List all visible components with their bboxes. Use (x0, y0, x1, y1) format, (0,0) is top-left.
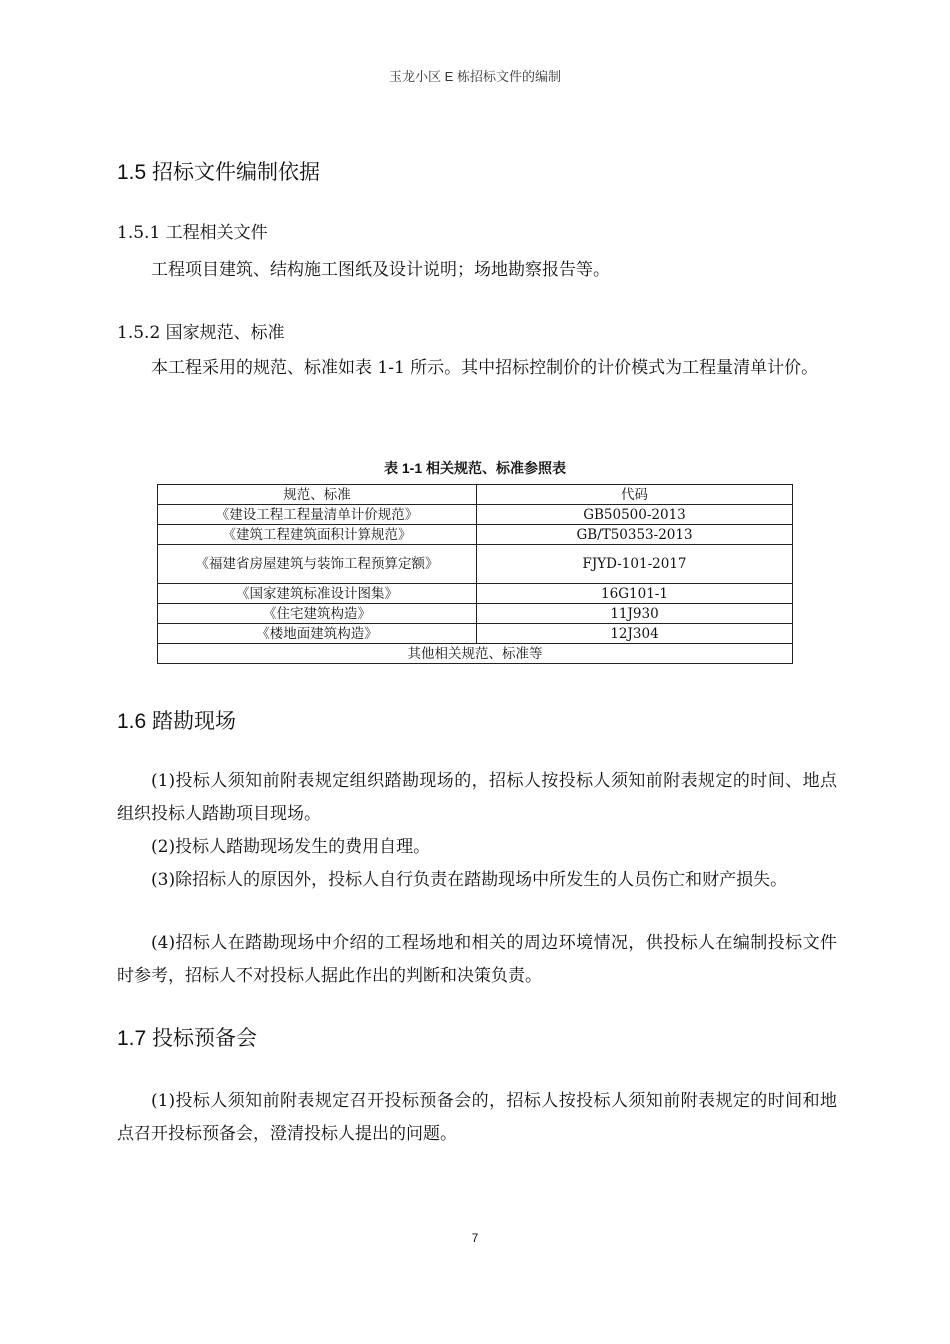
section-1-5-1-heading: 1.5.1 工程相关文件 (117, 223, 268, 243)
table-row (158, 584, 793, 604)
section-1-6-paragraph-3: (3)除招标人的原因外，投标人自行负责在踏勘现场中所发生的人员伤亡和财产损失。 (151, 870, 788, 890)
standards-table (157, 484, 793, 664)
table-cell-standard: 《建筑工程建筑面积计算规范》 (158, 525, 477, 545)
section-1-5-1-text: 工程项目建筑、结构施工图纸及设计说明；场地勘察报告等。 (151, 260, 610, 280)
running-header: 玉龙小区 E 栋招标文件的编制 (389, 69, 561, 84)
table-row (158, 525, 793, 545)
table-header-cell: 代码 (477, 485, 793, 505)
table-cell-standard: 《住宅建筑构造》 (158, 604, 477, 624)
table-cell-code: GB50500-2013 (477, 505, 793, 525)
table-footer-row (158, 644, 793, 664)
table-cell-standard: 《建设工程工程量清单计价规范》 (158, 505, 477, 525)
table-cell-standard: 《福建省房屋建筑与装饰工程预算定额》 (158, 545, 477, 584)
page-number: 7 (471, 1231, 479, 1245)
section-1-6-paragraph-2: (2)投标人踏勘现场发生的费用自理。 (151, 837, 431, 857)
table-cell-code: 12J304 (477, 624, 793, 644)
section-1-7-heading: 1.7 投标预备会 (117, 1027, 258, 1050)
table-cell-code: 11J930 (477, 604, 793, 624)
table-cell-code: FJYD-101-2017 (477, 545, 793, 584)
table-cell-standard: 《国家建筑标准设计图集》 (158, 584, 477, 604)
table-header-row (158, 485, 793, 505)
table-caption: 表 1-1 相关规范、标准参照表 (383, 460, 566, 476)
section-1-5-heading: 1.5 招标文件编制依据 (117, 161, 321, 184)
section-1-5-2-heading: 1.5.2 国家规范、标准 (117, 323, 285, 343)
table-cell-standard: 《楼地面建筑构造》 (158, 624, 477, 644)
table-cell-code: 16G101-1 (477, 584, 793, 604)
section-1-6-heading: 1.6 踏勘现场 (117, 710, 237, 733)
table-footer-cell: 其他相关规范、标准等 (158, 644, 793, 664)
section-1-6-paragraph-4: (4)招标人在踏勘现场中介绍的工程场地和相关的周边环境情况，供投标人在编制投标文件时参考，招标人不对投标人据此作出的判断和决策负责。 (117, 933, 837, 986)
section-1-6-paragraph-1: (1)投标人须知前附表规定组织踏勘现场的，招标人按投标人须知前附表规定的时间、地点组织投标人踏勘项目现场。 (117, 771, 837, 824)
section-1-5-2-text: 本工程采用的规范、标准如表 1-1 所示。其中招标控制价的计价模式为工程量清单计价。 (151, 358, 819, 378)
section-1-7-paragraph-1: (1)投标人须知前附表规定召开投标预备会的，招标人按投标人须知前附表规定的时间和地点召开投标预备会，澄清投标人提出的问题。 (117, 1091, 837, 1144)
table-row (158, 505, 793, 525)
table-row (158, 604, 793, 624)
table-header-cell: 规范、标准 (158, 485, 477, 505)
table-cell-code: GB/T50353-2013 (477, 525, 793, 545)
table-row (158, 624, 793, 644)
table-row (158, 545, 793, 584)
